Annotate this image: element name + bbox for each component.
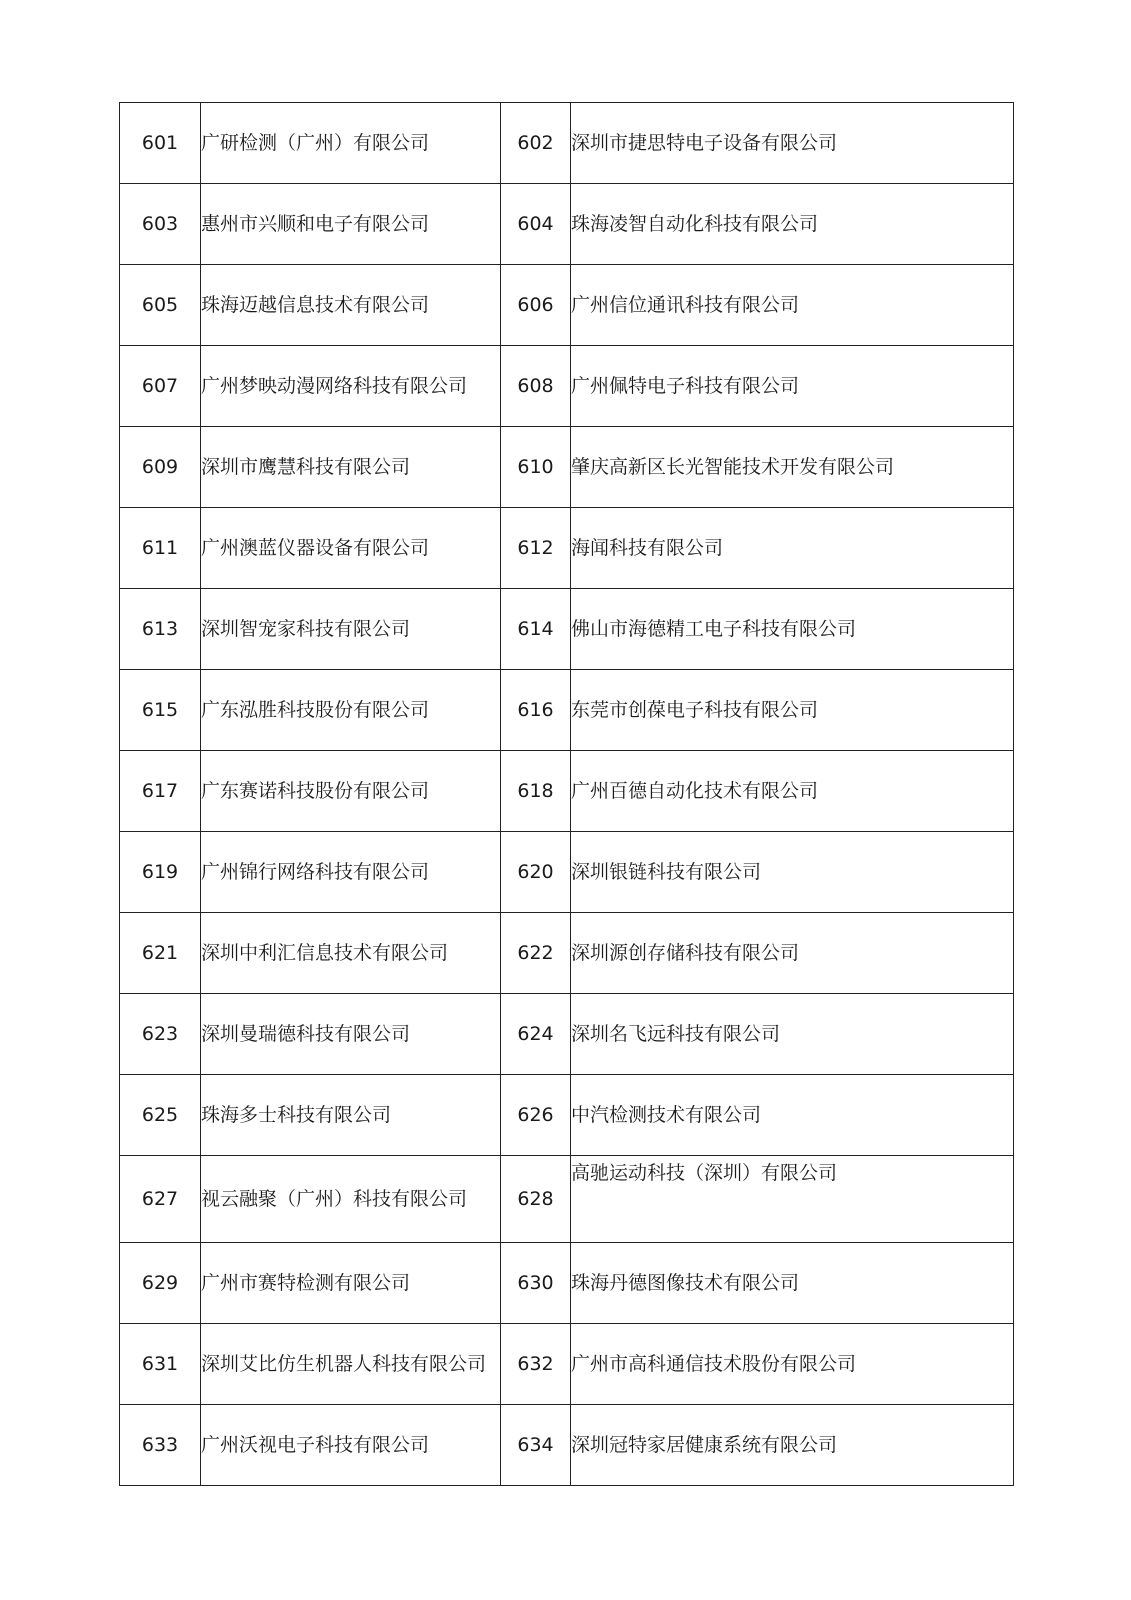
row-number: 613 xyxy=(120,589,201,670)
company-name: 佛山市海德精工电子科技有限公司 xyxy=(571,589,1014,670)
company-name: 广州百德自动化技术有限公司 xyxy=(571,751,1014,832)
company-name: 珠海丹德图像技术有限公司 xyxy=(571,1243,1014,1324)
row-number: 619 xyxy=(120,832,201,913)
company-name: 广研检测（广州）有限公司 xyxy=(201,103,501,184)
company-name: 广州市高科通信技术股份有限公司 xyxy=(571,1324,1014,1405)
row-number: 612 xyxy=(501,508,571,589)
table-row xyxy=(120,751,1014,832)
company-name: 东莞市创葆电子科技有限公司 xyxy=(571,670,1014,751)
row-number: 621 xyxy=(120,913,201,994)
company-name: 深圳艾比仿生机器人科技有限公司 xyxy=(201,1324,501,1405)
row-number: 627 xyxy=(120,1156,201,1243)
row-number: 608 xyxy=(501,346,571,427)
company-name: 深圳源创存储科技有限公司 xyxy=(571,913,1014,994)
company-name: 深圳中利汇信息技术有限公司 xyxy=(201,913,501,994)
row-number: 617 xyxy=(120,751,201,832)
table-row xyxy=(120,184,1014,265)
company-name: 珠海多士科技有限公司 xyxy=(201,1075,501,1156)
company-list-table xyxy=(119,102,1014,1486)
company-name: 惠州市兴顺和电子有限公司 xyxy=(201,184,501,265)
row-number: 606 xyxy=(501,265,571,346)
company-name: 深圳银链科技有限公司 xyxy=(571,832,1014,913)
company-name: 深圳市鹰慧科技有限公司 xyxy=(201,427,501,508)
table-row xyxy=(120,670,1014,751)
row-number: 632 xyxy=(501,1324,571,1405)
row-number: 611 xyxy=(120,508,201,589)
row-number: 620 xyxy=(501,832,571,913)
row-number: 630 xyxy=(501,1243,571,1324)
company-name: 深圳冠特家居健康系统有限公司 xyxy=(571,1405,1014,1486)
row-number: 624 xyxy=(501,994,571,1075)
company-name: 中汽检测技术有限公司 xyxy=(571,1075,1014,1156)
company-name: 广东泓胜科技股份有限公司 xyxy=(201,670,501,751)
row-number: 605 xyxy=(120,265,201,346)
company-name: 视云融聚（广州）科技有限公司 xyxy=(201,1156,501,1243)
company-name: 高驰运动科技（深圳）有限公司 xyxy=(571,1156,1014,1243)
row-number: 628 xyxy=(501,1156,571,1243)
row-number: 625 xyxy=(120,1075,201,1156)
table-row xyxy=(120,913,1014,994)
company-name: 广州信位通讯科技有限公司 xyxy=(571,265,1014,346)
table-row xyxy=(120,508,1014,589)
company-name: 深圳名飞远科技有限公司 xyxy=(571,994,1014,1075)
table-row xyxy=(120,346,1014,427)
company-name: 广州佩特电子科技有限公司 xyxy=(571,346,1014,427)
company-name: 广州沃视电子科技有限公司 xyxy=(201,1405,501,1486)
company-name: 深圳市捷思特电子设备有限公司 xyxy=(571,103,1014,184)
row-number: 615 xyxy=(120,670,201,751)
company-name: 广州澳蓝仪器设备有限公司 xyxy=(201,508,501,589)
company-name: 广州市赛特检测有限公司 xyxy=(201,1243,501,1324)
table-row xyxy=(120,589,1014,670)
company-name: 深圳曼瑞德科技有限公司 xyxy=(201,994,501,1075)
table-row xyxy=(120,1324,1014,1405)
table-row xyxy=(120,1156,1014,1243)
row-number: 622 xyxy=(501,913,571,994)
row-number: 629 xyxy=(120,1243,201,1324)
row-number: 602 xyxy=(501,103,571,184)
company-name: 广东赛诺科技股份有限公司 xyxy=(201,751,501,832)
table-row xyxy=(120,1243,1014,1324)
row-number: 616 xyxy=(501,670,571,751)
company-name: 珠海迈越信息技术有限公司 xyxy=(201,265,501,346)
row-number: 633 xyxy=(120,1405,201,1486)
table-row xyxy=(120,1405,1014,1486)
row-number: 634 xyxy=(501,1405,571,1486)
company-name: 广州锦行网络科技有限公司 xyxy=(201,832,501,913)
row-number: 603 xyxy=(120,184,201,265)
row-number: 609 xyxy=(120,427,201,508)
row-number: 604 xyxy=(501,184,571,265)
table-row xyxy=(120,994,1014,1075)
row-number: 610 xyxy=(501,427,571,508)
table-row xyxy=(120,103,1014,184)
table-row xyxy=(120,427,1014,508)
table-row xyxy=(120,265,1014,346)
table-row xyxy=(120,1075,1014,1156)
row-number: 601 xyxy=(120,103,201,184)
row-number: 631 xyxy=(120,1324,201,1405)
row-number: 626 xyxy=(501,1075,571,1156)
row-number: 614 xyxy=(501,589,571,670)
company-name: 深圳智宠家科技有限公司 xyxy=(201,589,501,670)
table-row xyxy=(120,832,1014,913)
row-number: 623 xyxy=(120,994,201,1075)
row-number: 618 xyxy=(501,751,571,832)
row-number: 607 xyxy=(120,346,201,427)
company-name: 肇庆高新区长光智能技术开发有限公司 xyxy=(571,427,1014,508)
company-name: 海闻科技有限公司 xyxy=(571,508,1014,589)
company-name: 珠海凌智自动化科技有限公司 xyxy=(571,184,1014,265)
company-name: 广州梦映动漫网络科技有限公司 xyxy=(201,346,501,427)
